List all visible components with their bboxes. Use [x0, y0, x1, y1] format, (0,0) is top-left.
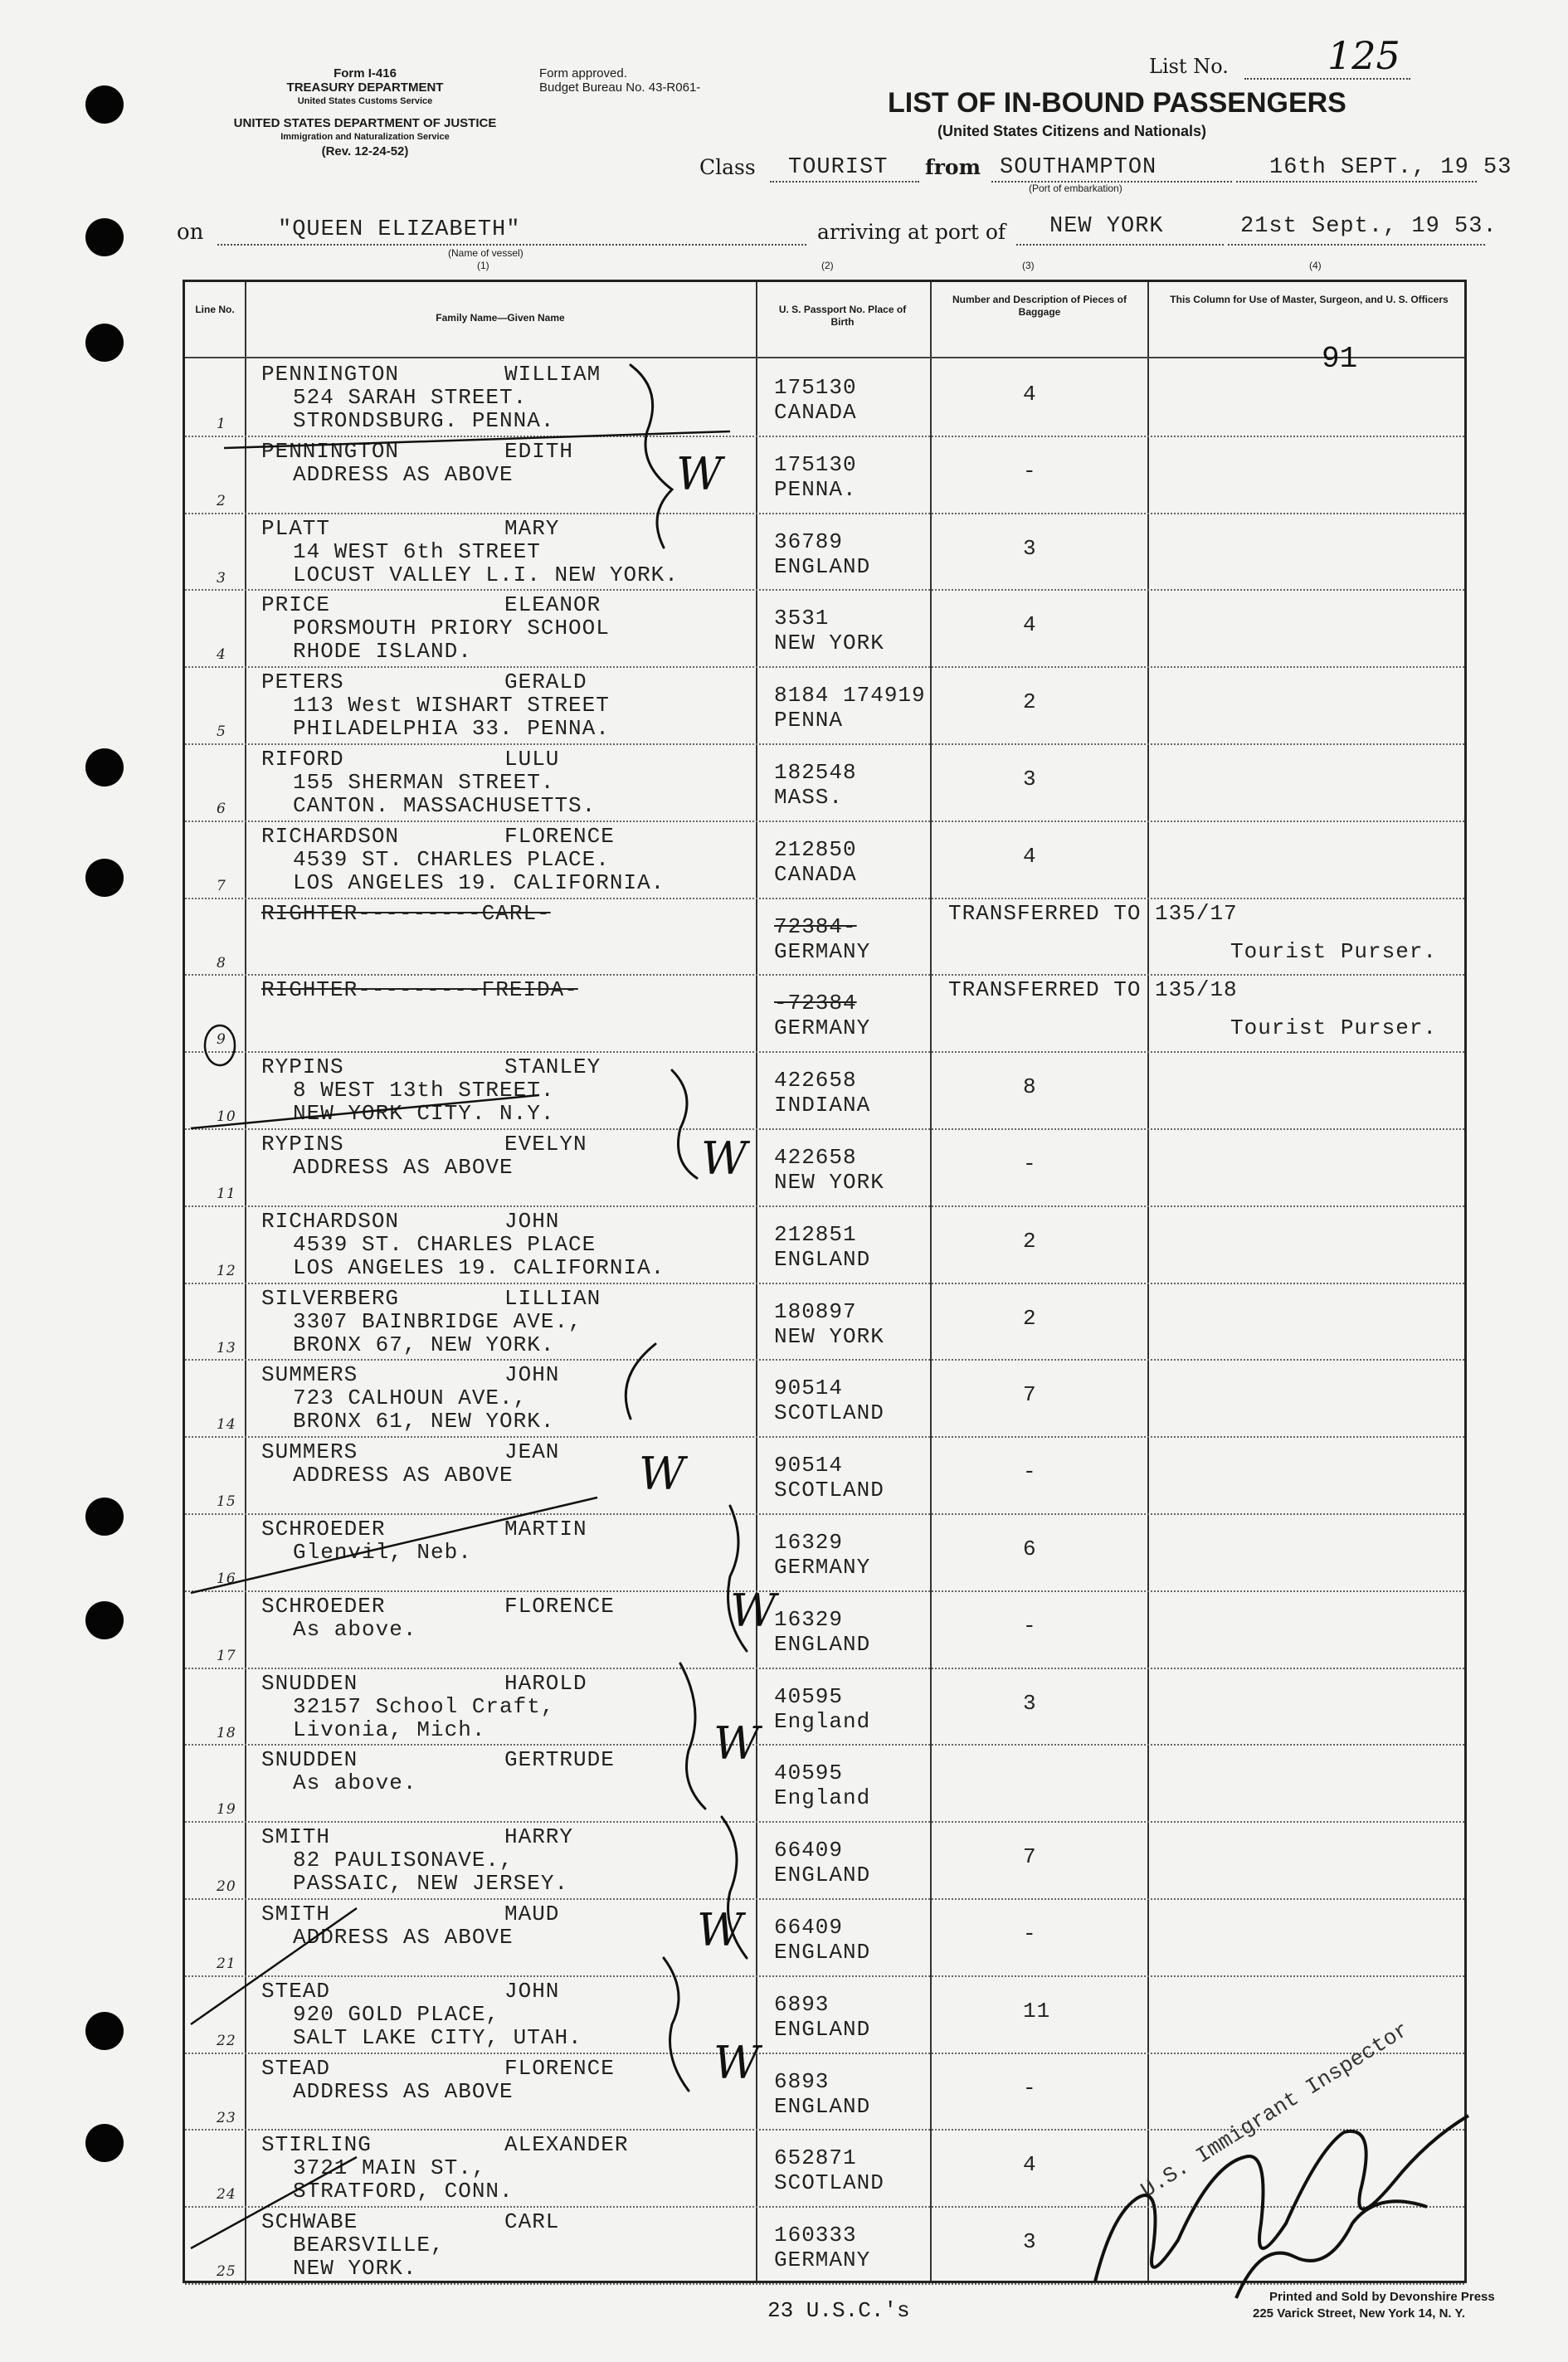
table-row [185, 1668, 1464, 1745]
col-header-line-no: Line No. [195, 304, 235, 315]
family-name: SNUDDEN [261, 1747, 358, 1773]
punch-hole [85, 1498, 124, 1536]
place-of-birth: England [774, 1708, 871, 1734]
line-number: 9 [217, 1031, 226, 1049]
address-line-1: 3721 MAIN ST., [293, 2155, 486, 2181]
address-line-1: 82 PAULISONAVE., [293, 1848, 514, 1873]
baggage-count: 3 [1023, 1690, 1037, 1716]
vessel-note: (Name of vessel) [448, 247, 523, 259]
inspector-signature [1079, 2033, 1510, 2306]
from-value: SOUTHAMPTON [1000, 155, 1157, 180]
passport-number: 212850 [774, 836, 857, 862]
baggage-count: - [1023, 1921, 1037, 1946]
family-name: SNUDDEN [261, 1670, 358, 1696]
col-num-4: (4) [1309, 260, 1322, 271]
address-line-1: 113 West WISHART STREET [293, 693, 610, 718]
baggage-count: 4 [1023, 843, 1037, 869]
address-line-1: 155 SHERMAN STREET. [293, 770, 555, 795]
table-row [185, 1283, 1464, 1360]
table-row [185, 821, 1464, 898]
address-line-2: CANTON. MASSACHUSETTS. [293, 793, 597, 818]
given-name: GERTRUDE [504, 1747, 615, 1773]
ins-name: Immigration and Naturalization Service [280, 132, 450, 142]
baggage-count: 7 [1023, 1844, 1037, 1870]
on-label: on [177, 220, 204, 245]
line-number: 14 [217, 1416, 236, 1434]
place-of-birth: GERMANY [774, 1015, 871, 1041]
family-name: PENNINGTON [261, 438, 400, 464]
family-name: STEAD [261, 1978, 331, 2004]
passport-number: 8184 174919 [774, 683, 926, 709]
baggage-count: - [1023, 458, 1037, 484]
address-line-1: 4539 ST. CHARLES PLACE. [293, 846, 610, 872]
family-name: SUMMERS [261, 1362, 358, 1388]
col-header-passport: U. S. Passport No. Place of Birth [778, 304, 907, 328]
passport-number: 175130 [774, 375, 857, 400]
address-line-2: NEW YORK CITY. N.Y. [293, 1101, 555, 1127]
col-header-name: Family Name—Given Name [436, 312, 565, 324]
place-of-birth: England [774, 1785, 871, 1811]
w-mark: W [676, 448, 723, 500]
revision-date: (Rev. 12-24-52) [321, 144, 409, 158]
form-approved: Form approved. [539, 66, 627, 80]
line-number: 3 [217, 569, 226, 587]
table-row [185, 1898, 1464, 1975]
arriving-label: arriving at port of [817, 220, 1006, 244]
list-number-line [1244, 78, 1410, 80]
passport-number: 40595 [774, 1683, 844, 1709]
passport-number: 66409 [774, 1838, 844, 1863]
place-of-birth: NEW YORK [774, 631, 884, 656]
address-line-1: ADDRESS AS ABOVE [293, 1925, 514, 1950]
given-name: LULU [504, 747, 560, 772]
place-of-birth: SCOTLAND [774, 1400, 884, 1426]
given-name: FLORENCE [504, 823, 615, 849]
w-mark: W [701, 1132, 747, 1185]
col-num-2: (2) [821, 260, 834, 271]
col-header-officers: This Column for Use of Master, Surgeon, and U. S. Officers [1170, 294, 1449, 305]
passport-number: 422658 [774, 1068, 857, 1093]
address-line-1: Glenvil, Neb. [293, 1540, 472, 1565]
family-name: RYPINS [261, 1054, 344, 1080]
place-of-birth: GERMANY [774, 2248, 871, 2273]
family-name: SCHROEDER [261, 1593, 386, 1619]
place-of-birth: CANADA [774, 400, 857, 425]
from-label: from [925, 155, 981, 179]
list-number-value: 125 [1327, 33, 1400, 78]
page-title: LIST OF IN-BOUND PASSENGERS [888, 87, 1346, 119]
place-of-birth: ENGLAND [774, 553, 871, 579]
port-note: (Port of embarkation) [1029, 183, 1122, 194]
punch-hole [85, 85, 124, 124]
address-line-1: As above. [293, 1770, 417, 1796]
w-mark: W [713, 1717, 760, 1770]
address-line-1: 32157 School Craft, [293, 1693, 555, 1719]
family-name: SMITH [261, 1824, 331, 1850]
baggage-count: 8 [1023, 1074, 1037, 1100]
table-row [185, 1513, 1464, 1590]
baggage-count: 3 [1023, 2229, 1037, 2255]
line-number: 2 [217, 492, 226, 509]
purser-note: Tourist Purser. [1230, 938, 1438, 964]
printer-line2: 225 Varick Street, New York 14, N. Y. [1253, 2306, 1465, 2321]
table-row [185, 1821, 1464, 1898]
purser-note: Tourist Purser. [1230, 1015, 1438, 1041]
given-name: ALEXANDER [504, 2132, 629, 2158]
address-line-1: 8 WEST 13th STREET. [293, 1078, 555, 1103]
baggage-count: - [1023, 2075, 1037, 2101]
punch-hole [85, 748, 124, 787]
family-name: RICHARDSON [261, 1208, 400, 1234]
place-of-birth: NEW YORK [774, 1323, 884, 1349]
address-line-1: As above. [293, 1616, 417, 1642]
given-name: CARL [504, 2209, 560, 2235]
place-of-birth: ENGLAND [774, 1246, 871, 1272]
family-name: PRICE [261, 592, 331, 618]
place-of-birth: PENNA [774, 708, 844, 733]
given-name: ELEANOR [504, 592, 601, 618]
passport-number: 422658 [774, 1145, 857, 1170]
given-name: EVELYN [504, 1132, 587, 1157]
passport-number: 6893 [774, 1991, 830, 2017]
given-name: EDITH [504, 438, 574, 464]
baggage-count: - [1023, 1459, 1037, 1485]
family-name: SCHWABE [261, 2209, 358, 2235]
passport-number: 16329 [774, 1530, 844, 1555]
w-mark: W [697, 1904, 743, 1956]
port-line [1016, 244, 1224, 246]
table-row [185, 1359, 1464, 1436]
baggage-count: 2 [1023, 1305, 1037, 1331]
line-number: 1 [217, 416, 226, 432]
table-row [185, 1128, 1464, 1205]
passport-number: 66409 [774, 1915, 844, 1940]
passport-number: 175130 [774, 451, 857, 477]
address-line-2: Livonia, Mich. [293, 1717, 486, 1742]
address-line-2: PASSAIC, NEW JERSEY. [293, 1871, 569, 1897]
line-number: 10 [217, 1108, 236, 1126]
place-of-birth: ENGLAND [774, 2093, 871, 2119]
place-of-birth: GERMANY [774, 938, 871, 964]
table-row [185, 974, 1464, 1051]
address-line-2: LOS ANGELES 19. CALIFORNIA. [293, 1254, 665, 1280]
w-mark: W [730, 1585, 777, 1637]
given-name: STANLEY [504, 1054, 601, 1080]
line-number: 23 [217, 2109, 236, 2126]
passport-number: 90514 [774, 1376, 844, 1401]
budget-bureau: Budget Bureau No. 43-R061- [539, 80, 701, 95]
customs-service: United States Customs Service [297, 96, 433, 106]
baggage-count: 11 [1023, 1998, 1051, 2024]
page-subtitle: (United States Citizens and Nationals) [937, 123, 1207, 139]
table-row [185, 436, 1464, 513]
family-name: STEAD [261, 2055, 331, 2081]
family-name: STIRLING [261, 2132, 372, 2158]
address-line-1: ADDRESS AS ABOVE [293, 1155, 514, 1180]
given-name: JEAN [504, 1439, 560, 1465]
family-name: RIGHTER---------FREIDA- [261, 977, 578, 1003]
line-number: 7 [217, 877, 226, 894]
family-name: PENNINGTON [261, 362, 400, 387]
baggage-count: 4 [1023, 2152, 1037, 2178]
address-line-2: NEW YORK. [293, 2256, 417, 2282]
form-id-block [265, 66, 465, 109]
table-row [185, 1436, 1464, 1513]
family-name: PETERS [261, 670, 344, 695]
place-of-birth: ENGLAND [774, 1863, 871, 1888]
departure-date: 16th SEPT., 19 53 [1269, 155, 1512, 180]
line-number: 11 [217, 1186, 236, 1202]
line-number: 4 [217, 646, 226, 664]
family-name: RIFORD [261, 747, 344, 772]
class-value: TOURIST [788, 155, 889, 180]
passport-number: 40595 [774, 1761, 844, 1786]
place-of-birth: ENGLAND [774, 1631, 871, 1657]
address-line-1: ADDRESS AS ABOVE [293, 1463, 514, 1488]
place-of-birth: MASS. [774, 785, 844, 810]
line-number: 8 [217, 954, 226, 972]
given-name: HARRY [504, 1824, 574, 1850]
line-number: 21 [217, 1955, 236, 1972]
table-row [185, 1205, 1464, 1283]
address-line-2: SALT LAKE CITY, UTAH. [293, 2024, 582, 2050]
table-row [185, 589, 1464, 666]
place-of-birth: CANADA [774, 861, 857, 887]
departure-line [1236, 181, 1477, 183]
punch-hole [85, 2012, 124, 2050]
place-of-birth: PENNA. [774, 476, 857, 502]
address-line-1: 524 SARAH STREET. [293, 385, 528, 410]
address-line-1: ADDRESS AS ABOVE [293, 2078, 514, 2104]
line-number: 18 [217, 1724, 236, 1741]
class-label: Class [699, 155, 756, 179]
given-name: JOHN [504, 1978, 560, 2004]
given-name: HAROLD [504, 1670, 587, 1696]
passport-number: 90514 [774, 1453, 844, 1478]
line-number: 12 [217, 1262, 236, 1279]
line-number: 24 [217, 2186, 236, 2204]
address-line-2: BRONX 67, NEW YORK. [293, 1332, 555, 1357]
place-of-birth: ENGLAND [774, 2016, 871, 2042]
address-line-1: 3307 BAINBRIDGE AVE., [293, 1308, 582, 1334]
passport-number: 182548 [774, 760, 857, 785]
baggage-count: 4 [1023, 382, 1037, 407]
place-of-birth: ENGLAND [774, 1940, 871, 1965]
place-of-birth: INDIANA [774, 1093, 871, 1118]
address-line-2: BRONX 61, NEW YORK. [293, 1409, 555, 1434]
table-row [185, 513, 1464, 590]
given-name: JOHN [504, 1362, 560, 1388]
place-of-birth: GERMANY [774, 1555, 871, 1580]
address-line-1: 723 CALHOUN AVE., [293, 1386, 528, 1411]
arrival-line [1228, 244, 1485, 246]
address-line-1: 920 GOLD PLACE, [293, 2001, 500, 2027]
line-number: 17 [217, 1647, 236, 1664]
passport-number: 16329 [774, 1606, 844, 1632]
address-line-1: BEARSVILLE, [293, 2233, 445, 2258]
table-row [185, 358, 1464, 436]
family-name: SILVERBERG [261, 1285, 400, 1311]
table-row [185, 743, 1464, 821]
officer-count: 91 [1322, 342, 1358, 376]
inspector-stamp: U.S. Immigrant Inspector [1137, 2017, 1414, 2204]
given-name: LILLIAN [504, 1285, 601, 1311]
line-number: 13 [217, 1339, 236, 1356]
baggage-count: 7 [1023, 1382, 1037, 1408]
family-name: PLATT [261, 515, 331, 541]
address-line-1: ADDRESS AS ABOVE [293, 461, 514, 487]
line-number: 6 [217, 801, 226, 817]
line-number: 25 [217, 2263, 236, 2281]
passport-number: -72384 [774, 991, 857, 1016]
usc-footer: 23 U.S.C.'s [767, 2298, 910, 2323]
col-header-baggage: Number and Description of Pieces of Baggage [952, 294, 1127, 318]
baggage-count: 4 [1023, 612, 1037, 638]
address-line-1: 4539 ST. CHARLES PLACE [293, 1231, 597, 1257]
transfer-note: TRANSFERRED TO 135/17 [948, 900, 1238, 926]
printer-line1: Printed and Sold by Devonshire Press [1269, 2290, 1495, 2304]
table-row [185, 1744, 1464, 1821]
address-line-2: PHILADELPHIA 33. PENNA. [293, 716, 610, 742]
passport-number: 212851 [774, 1221, 857, 1247]
arrival-date: 21st Sept., 19 53. [1240, 214, 1497, 239]
address-line-1: 14 WEST 6th STREET [293, 538, 541, 564]
place-of-birth: SCOTLAND [774, 2170, 884, 2196]
vessel-line [217, 244, 806, 246]
line-number: 16 [217, 1571, 236, 1587]
baggage-count: - [1023, 1152, 1037, 1176]
list-number-label: List No. [1149, 55, 1229, 78]
approval-block [539, 66, 700, 95]
given-name: MAUD [504, 1902, 560, 1926]
given-name: FLORENCE [504, 2055, 615, 2081]
manifest-table [183, 280, 1467, 2283]
given-name: GERALD [504, 670, 587, 695]
doj-name: UNITED STATES DEPARTMENT OF JUSTICE [233, 116, 497, 130]
passport-number: 180897 [774, 1298, 857, 1324]
place-of-birth: NEW YORK [774, 1170, 884, 1195]
line-number: 22 [217, 2032, 236, 2049]
passport-number: 3531 [774, 606, 830, 631]
line-number: 15 [217, 1493, 236, 1511]
punch-hole [85, 1601, 124, 1639]
transfer-note: TRANSFERRED TO 135/18 [948, 977, 1238, 1003]
address-line-1: PORSMOUTH PRIORY SCHOOL [293, 616, 610, 641]
address-line-2: LOS ANGELES 19. CALIFORNIA. [293, 869, 665, 895]
punch-hole [85, 324, 124, 362]
line-number: 19 [217, 1801, 236, 1819]
family-name: SMITH [261, 1902, 331, 1926]
punch-hole [85, 2124, 124, 2162]
treasury-dept: TREASURY DEPARTMENT [286, 80, 444, 95]
vessel-value: "QUEEN ELIZABETH" [278, 217, 521, 242]
vessel-col-num: (1) [477, 260, 489, 271]
address-line-2: RHODE ISLAND. [293, 639, 472, 665]
baggage-count: 6 [1023, 1537, 1037, 1561]
passport-number: 652871 [774, 2145, 857, 2171]
baggage-count: 2 [1023, 1228, 1037, 1254]
table-row [185, 1590, 1464, 1668]
table-row [185, 1051, 1464, 1128]
family-name: RYPINS [261, 1132, 344, 1157]
class-line [770, 181, 919, 183]
given-name: FLORENCE [504, 1593, 615, 1619]
table-row [185, 898, 1464, 975]
passport-number: 72384- [774, 913, 857, 939]
given-name: MARY [504, 515, 560, 541]
family-name: SUMMERS [261, 1439, 358, 1465]
passport-number: 6893 [774, 2068, 830, 2094]
baggage-count: 3 [1023, 767, 1037, 791]
family-name: RIGHTER---------CARL- [261, 900, 551, 926]
punch-hole [85, 859, 124, 897]
passport-number: 160333 [774, 2223, 857, 2248]
w-mark: W [639, 1448, 685, 1500]
table-row [185, 666, 1464, 743]
line-number: 5 [217, 723, 226, 741]
family-name: SCHROEDER [261, 1517, 386, 1541]
port-value: NEW YORK [1049, 214, 1164, 239]
doj-block [170, 116, 560, 158]
w-mark: W [713, 2037, 760, 2089]
given-name: MARTIN [504, 1517, 587, 1541]
address-line-2: STRONDSBURG. PENNA. [293, 408, 555, 433]
address-line-2: STRATFORD, CONN. [293, 2179, 514, 2204]
col-num-3: (3) [1022, 260, 1035, 271]
baggage-count: 2 [1023, 689, 1037, 715]
passport-number: 36789 [774, 528, 844, 554]
baggage-count: 3 [1023, 535, 1037, 561]
punch-hole [85, 218, 124, 256]
given-name: WILLIAM [504, 362, 601, 387]
address-line-2: LOCUST VALLEY L.I. NEW YORK. [293, 562, 679, 587]
place-of-birth: SCOTLAND [774, 1478, 884, 1503]
family-name: RICHARDSON [261, 823, 400, 849]
baggage-count: - [1023, 1613, 1037, 1639]
given-name: JOHN [504, 1208, 560, 1234]
line-number: 20 [217, 1878, 236, 1896]
form-number: Form I-416 [334, 66, 397, 80]
